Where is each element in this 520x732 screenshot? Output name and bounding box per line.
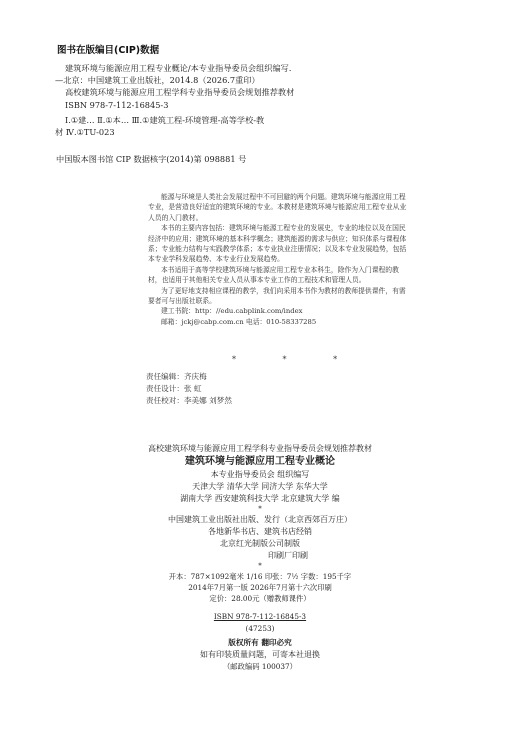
cip-line-series: 高校建筑环境与能源应用工程学科专业指导委员会规划推荐教材 [65, 87, 295, 98]
colophon-isbn: ISBN 978-7-112-16845-3 [213, 612, 307, 621]
colophon-universities-2: 湖南大学 西安建筑科技大学 北京建筑大学 编 [180, 494, 340, 503]
colophon-price: 定价：28.00元（赠教师课件） [209, 594, 311, 603]
cip-classification-line-2: 材 Ⅳ.①TU-023 [55, 127, 115, 138]
colophon-isbn-code: (47253) [245, 624, 275, 633]
intro-contact: 邮箱：jckj@cabp.com.cn 电话：010-58337285 [161, 317, 317, 326]
colophon-author: 本专业指导委员会 组织编写 [210, 470, 310, 479]
colophon-postcode: （邮政编码 100037） [223, 662, 297, 671]
cip-record [55, 62, 345, 138]
cip-classification-line-1: Ⅰ.①建… Ⅱ.①本… Ⅲ.①建筑工程-环境管理-高等学校-教 [65, 114, 265, 125]
colophon-printer: 印刷厂印刷 [268, 551, 308, 560]
intro-paragraph-4: 为了更好地支持相应课程的教学，我们向采用本书作为教材的教师提供课件，有需要者可与出版社联系。 [148, 286, 406, 306]
intro-paragraph-1: 能源与环境是人类社会发展过程中不可回避的两个问题。建筑环境与能源应用工程专业，是营造良好适宜的建筑环境的专业。本教材是建筑环境与能源应用工程专业从业人员的入门教材。 [148, 193, 407, 222]
colophon-edition: 2014年7月第一版 2026年7月第十六次印刷 [188, 583, 332, 592]
intro-website: 建工书院：http：//edu.cabplink.com/index [161, 307, 303, 316]
colophon-format: 开本：787×1092毫米 1/16 印张：7½ 字数：195千字 [168, 572, 352, 581]
colophon-universities-1: 天津大学 清华大学 同济大学 东华大学 [192, 482, 328, 491]
credit-editor: 责任编辑：齐庆梅 [146, 372, 207, 381]
cip-line-title: 建筑环境与能源应用工程专业概论/本专业指导委员会组织编写． [65, 63, 298, 73]
book-introduction [148, 192, 410, 327]
colophon-platemaker: 北京红光制版公司制版 [220, 539, 300, 548]
colophon-divider-1: * [258, 505, 262, 513]
cip-line-publisher: —北京：中国建筑工业出版社，2014.8（2026.7重印） [55, 75, 260, 86]
colophon-series: 高校建筑环境与能源应用工程学科专业指导委员会规划推荐教材 [148, 444, 372, 453]
colophon-copyright: 版权所有 翻印必究 [228, 638, 292, 647]
colophon-book-title: 建筑环境与能源应用工程专业概论 [185, 456, 335, 467]
credit-proofreader: 责任校对：李美娜 刘梦然 [146, 395, 232, 405]
intro-paragraph-3: 本书适用于高等学校建筑环境与能源应用工程专业本科生，除作为入门课程的教材，也适用于其他相关专业人员从事本专业工作的工程技术和管理人员。 [148, 265, 399, 285]
cip-data-number: 中国版本图书馆 CIP 数据核字(2014)第 098881 号 [56, 154, 247, 164]
colophon-quality-notice: 如有印装质量问题，可寄本社退换 [200, 650, 320, 659]
cip-heading: 图书在版编目(CIP)数据 [57, 45, 160, 56]
editorial-credits [146, 371, 232, 406]
colophon-distributor: 各地新华书店、建筑书店经销 [208, 527, 312, 536]
colophon [0, 443, 520, 672]
section-divider-stars: * * * [232, 355, 360, 364]
colophon-publisher: 中国建筑工业出版社出版、发行（北京西郊百万庄） [168, 515, 352, 524]
credit-designer: 责任设计：张 虹 [146, 383, 202, 393]
intro-paragraph-2: 本书的主要内容包括：建筑环境与能源工程专业的发展史，专业的地位以及在国民经济中的应用；建筑环境的基本科学概念；建筑能源的需求与供应；知识体系与课程体系；专业能力结构与实践教学体系；本专业执业注册情况；以及本专业发展趋势，包括本专业学科发展趋势、本专业行业发展趋势。 [148, 224, 407, 264]
colophon-divider-2: * [258, 562, 262, 570]
cip-line-isbn: ISBN 978-7-112-16845-3 [65, 99, 169, 110]
